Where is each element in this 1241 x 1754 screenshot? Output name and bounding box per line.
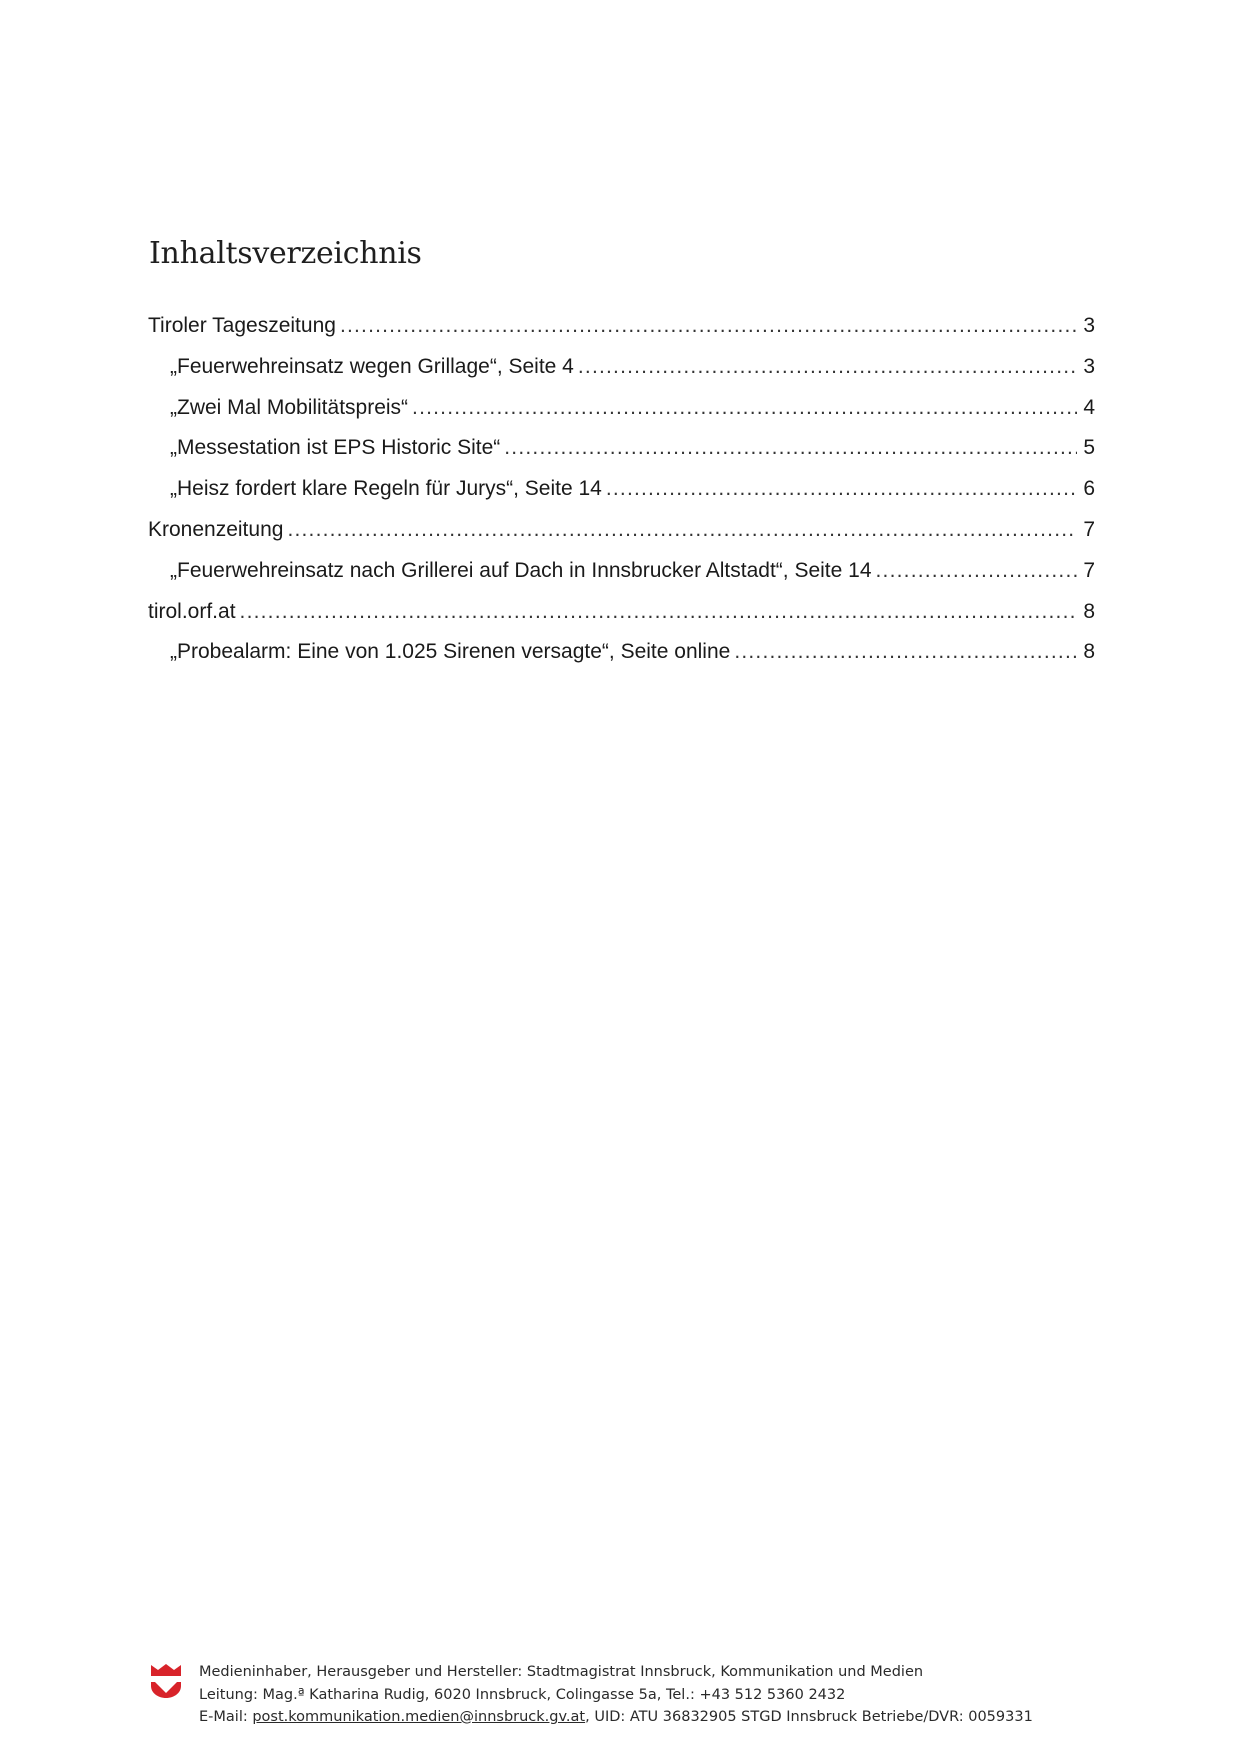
imprint-uid-text: , UID: ATU 36832905 STGD Innsbruck Betriebe/DVR: 0059331 [585, 1709, 1033, 1725]
toc-entry[interactable] [148, 632, 1095, 673]
imprint-line: Medieninhaber, Herausgeber und Hersteller: Stadtmagistrat Innsbruck, Kommunikation und Medien [199, 1664, 924, 1680]
toc-dot-leader [578, 347, 1077, 388]
toc-entry[interactable] [148, 347, 1095, 388]
toc-page-number: 8 [1083, 640, 1095, 664]
toc-entry[interactable] [148, 592, 1095, 633]
toc-entry[interactable] [148, 388, 1095, 429]
toc-heading: Inhaltsverzeichnis [149, 236, 422, 271]
imprint-line: Leitung: Mag.ª Katharina Rudig, 6020 Innsbruck, Colingasse 5a, Tel.: +43 512 5360 2432 [199, 1686, 846, 1703]
toc-entry-title: „Feuerwehreinsatz wegen Grillage“, Seite 4 [170, 354, 574, 378]
toc-entry-title: „Messestation ist EPS Historic Site“ [170, 436, 501, 460]
toc-entry[interactable] [148, 510, 1095, 551]
toc-dot-leader [734, 632, 1077, 673]
toc-dot-leader [340, 306, 1077, 347]
toc-page-number: 8 [1083, 599, 1095, 623]
toc-page-number: 7 [1083, 558, 1095, 582]
toc-entry-title: Tiroler Tageszeitung [148, 314, 336, 337]
toc-page-number: 6 [1083, 477, 1095, 501]
toc-page-number: 5 [1083, 436, 1095, 460]
toc-page-number: 7 [1083, 517, 1095, 541]
table-of-contents [148, 306, 1095, 673]
toc-page-number: 3 [1083, 354, 1095, 378]
innsbruck-city-logo-icon [150, 1663, 182, 1699]
toc-entry-title: „Feuerwehreinsatz nach Grillerei auf Dach in Innsbrucker Altstadt“, Seite 14 [170, 558, 872, 582]
imprint-line [199, 1706, 1099, 1729]
toc-page-number: 3 [1083, 314, 1095, 337]
toc-entry-title: Kronenzeitung [148, 517, 284, 541]
publisher-imprint [199, 1661, 1099, 1729]
toc-entry[interactable] [148, 306, 1095, 347]
email-label: E-Mail: [199, 1709, 253, 1725]
toc-dot-leader [876, 551, 1078, 592]
toc-entry-title: tirol.orf.at [148, 599, 236, 623]
toc-entry[interactable] [148, 469, 1095, 510]
toc-entry-title: „Heisz fordert klare Regeln für Jurys“, Seite 14 [170, 477, 602, 501]
toc-dot-leader [287, 510, 1077, 551]
toc-entry[interactable] [148, 551, 1095, 592]
toc-entry-title: „Probealarm: Eine von 1.025 Sirenen versagte“, Seite online [170, 640, 731, 664]
toc-entry-title: „Zwei Mal Mobilitätspreis“ [170, 395, 409, 419]
toc-dot-leader [240, 592, 1078, 633]
toc-entry[interactable] [148, 428, 1095, 469]
toc-dot-leader [606, 469, 1077, 510]
email-link[interactable]: post.kommunikation.medien@innsbruck.gv.at [252, 1709, 586, 1725]
toc-page-number: 4 [1083, 395, 1095, 419]
toc-dot-leader [504, 428, 1077, 469]
toc-dot-leader [412, 388, 1077, 429]
